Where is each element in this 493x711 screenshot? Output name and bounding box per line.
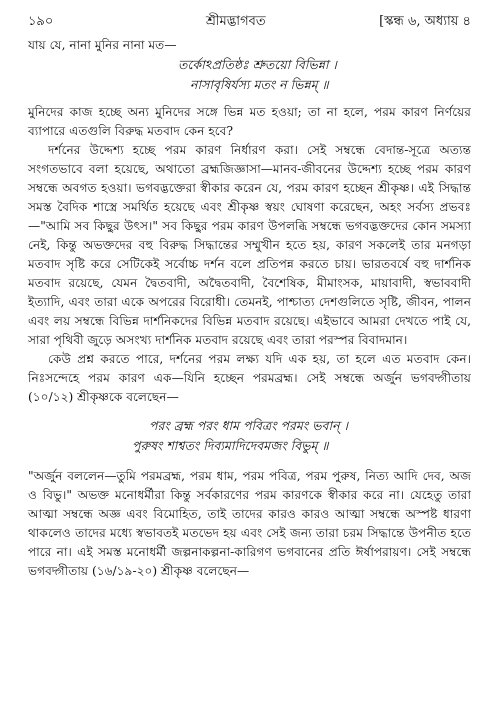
book-title: শ্রীমদ্ভাগবত <box>206 14 266 29</box>
page-header <box>28 0 471 34</box>
paragraph: "অর্জুন বললেন—তুমি পরমব্রহ্ম, পরম ধাম, পরম পবিত্র, পরম পুরুষ, নিত্য আদি দেব, অজ ও বিভু।" অভক্ত মনোধর্মীরা কিন্তু সর্বকারণের পরম কারণকে স্বীকার করে না। যেহেতু তারা আত্মা সম্বন্ধে অজ্ঞ এবং বিমোহিত, তাই তাদের কারও কারও আত্মা সম্বন্ধে অস্পষ্ট ধারণা থাকলেও তাদের মধ্যে স্বভাবতই মতভেদ হয় এবং সেই জন্য তারা চরম সিদ্ধান্তে উপনীত হতে পারে না। এই সমস্ত মনোধর্মী জল্পনাকল্পনা-কারিগণ ভগবানের প্রতি ঈর্ষাপরায়ণ। সেই সম্বন্ধে ভগবদ্গীতায় (১৬/১৯-২০) শ্রীকৃষ্ণ বলেছেন— <box>28 469 471 578</box>
verse-line: পুরুষং শাশ্বতং দিব্যমাদিদেবমজং বিভুম্ ॥ <box>132 437 329 453</box>
verse-line: পরং ব্রহ্ম পরং ধাম পবিত্রং পরমং ভবান্ । <box>149 418 349 433</box>
verse-line: তর্কোঽপ্রতিষ্ঠঃ শ্রুতয়ো বিভিন্না । <box>178 57 337 72</box>
verse-line: নাসাবৃষির্যস্য মতং ন ভিন্নম্ ॥ <box>190 76 329 92</box>
intro-line: যায় যে, নানা মুনির নানা মত— <box>28 38 177 52</box>
paragraph: মুনিদের কাজ হচ্ছে অন্য মুনিদের সঙ্গে ভিন্ন মত হওয়া; তা না হলে, পরম কারণ নির্ণয়ের ব্যাপারে এতগুলি বিরুদ্ধ মতবাদ কেন হবে? <box>28 105 471 138</box>
paragraph: দর্শনের উদ্দেশ্য হচ্ছে পরম কারণ নির্ধারণ করা। সেই সম্বন্ধে বেদান্ত-সূত্রে অত্যন্ত সংগতভাবে বলা হয়েছে, অথাতো ব্রহ্মজিজ্ঞাসা—মানব-জীবনের উদ্দেশ্য হচ্ছে পরম কারণ সম্বন্ধে অবগত হওয়া। ভগবদ্ভক্তেরা স্বীকার করেন যে, পরম কারণ হচ্ছেন শ্রীকৃষ্ণ। এই সিদ্ধান্ত সমস্ত বৈদিক শাস্ত্রে সমর্থিত হয়েছে এবং শ্রীকৃষ্ণ স্বয়ং ঘোষণা করেছেন, অহং সর্বস্য প্রভবঃ—"আমি সব কিছুর উৎস।" সব কিছুর পরম কারণ উপলব্ধি সম্বন্ধে ভগবদ্ভক্তদের কোন সমস্যা নেই, কিন্তু অভক্তদের বহু বিরুদ্ধ সিদ্ধান্তের সম্মুখীন হতে হয়, কারণ সকলেই তার মনগড়া মতবাদ সৃষ্টি করে সেটিকেই সর্বোচ্চ দর্শন বলে প্রতিপন্ন করতে চায়। ভারতবর্ষে বহু দার্শনিক মতবাদ রয়েছে, যেমন দ্বৈতবাদী, অদ্বৈতবাদী, বৈশেষিক, মীমাংসক, মায়াবাদী, স্বভাববাদী ইত্যাদি, এবং তারা একে অপরের বিরোধী। তেমনই, পাশ্চাত্য দেশগুলিতে সৃষ্টি, জীবন, পালন এবং লয় সম্বন্ধে বিভিন্ন দার্শনিকদের বিভিন্ন মতবাদ রয়েছে। এইভাবে আমরা দেখতে পাই যে, সারা পৃথিবী জুড়ে অসংখ্য দার্শনিক মতবাদ রয়েছে এবং তারা পরস্পর বিবাদমান। <box>28 143 471 347</box>
chapter-reference: [স্কন্ধ ৬, অধ্যায় ৪ <box>379 14 471 29</box>
paragraph: কেউ প্রশ্ন করতে পারে, দর্শনের পরম লক্ষ্য যদি এক হয়, তা হলে এত মতবাদ কেন। নিঃসন্দেহে পরম কারণ এক—যিনি হচ্ছেন পরমব্রহ্ম। সেই সম্বন্ধে অর্জুন ভগবদ্গীতায় (১০/১২) শ্রীকৃষ্ণকে বলেছেন— <box>28 352 471 404</box>
page-number: ১৯০ <box>28 14 54 29</box>
